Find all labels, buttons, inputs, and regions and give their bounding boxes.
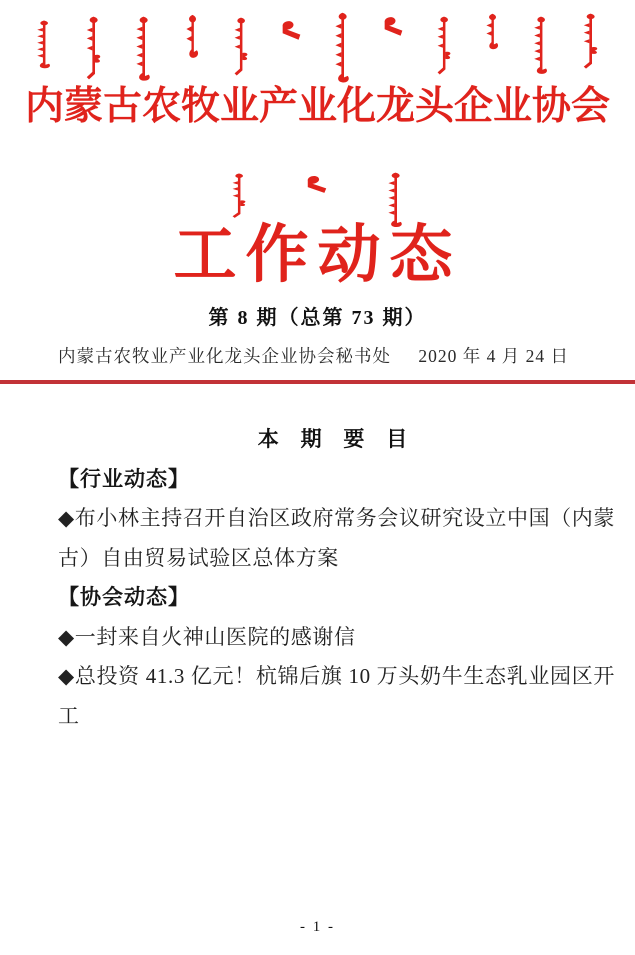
mongolian-word-icon	[332, 12, 353, 85]
mongolian-word-icon	[229, 173, 249, 219]
section-header-industry: 【行业动态】	[58, 467, 190, 491]
mongolian-word-icon	[434, 16, 454, 76]
mongolian-word-icon	[231, 17, 251, 77]
bulletin-title: 工作动态	[173, 220, 462, 290]
mongolian-script-banner	[34, 8, 601, 92]
page-number: - 1 -	[300, 919, 335, 935]
issue-date: 2020 年 4 月 24 日	[418, 346, 569, 366]
toc-item: ◆一封来自火神山医院的感谢信	[58, 624, 356, 649]
issue-number: 第 8 期（总第 73 期）	[208, 307, 427, 329]
contents-list	[58, 420, 615, 736]
publisher-row	[58, 343, 569, 368]
mongolian-word-icon	[483, 13, 502, 51]
mongolian-word-icon	[34, 20, 54, 70]
mongolian-word-icon	[531, 16, 551, 76]
org-title: 内蒙古农牧业产业化龙头企业协会	[24, 85, 610, 128]
toc-item: ◆总投资 41.3 亿元！杭锦后旗 10 万头奶牛生态乳业园区开工	[58, 664, 615, 728]
mongolian-word-icon	[133, 16, 154, 83]
mongolian-word-icon	[580, 13, 601, 70]
red-divider	[0, 380, 635, 384]
mongolian-word-icon	[305, 175, 329, 195]
section-header-association: 【协会动态】	[58, 586, 190, 609]
toc-item: ◆布小林主持召开自治区政府常务会议研究设立中国（内蒙古）自由贸易试验区总体方案	[58, 506, 615, 570]
contents-heading: 本 期 要 目	[257, 428, 416, 451]
mongolian-word-icon	[382, 16, 405, 38]
mongolian-word-icon	[183, 14, 202, 60]
mongolian-word-icon	[280, 20, 303, 42]
publisher-name: 内蒙古农牧业产业化龙头企业协会秘书处	[58, 346, 391, 366]
mongolian-word-icon	[83, 16, 104, 81]
